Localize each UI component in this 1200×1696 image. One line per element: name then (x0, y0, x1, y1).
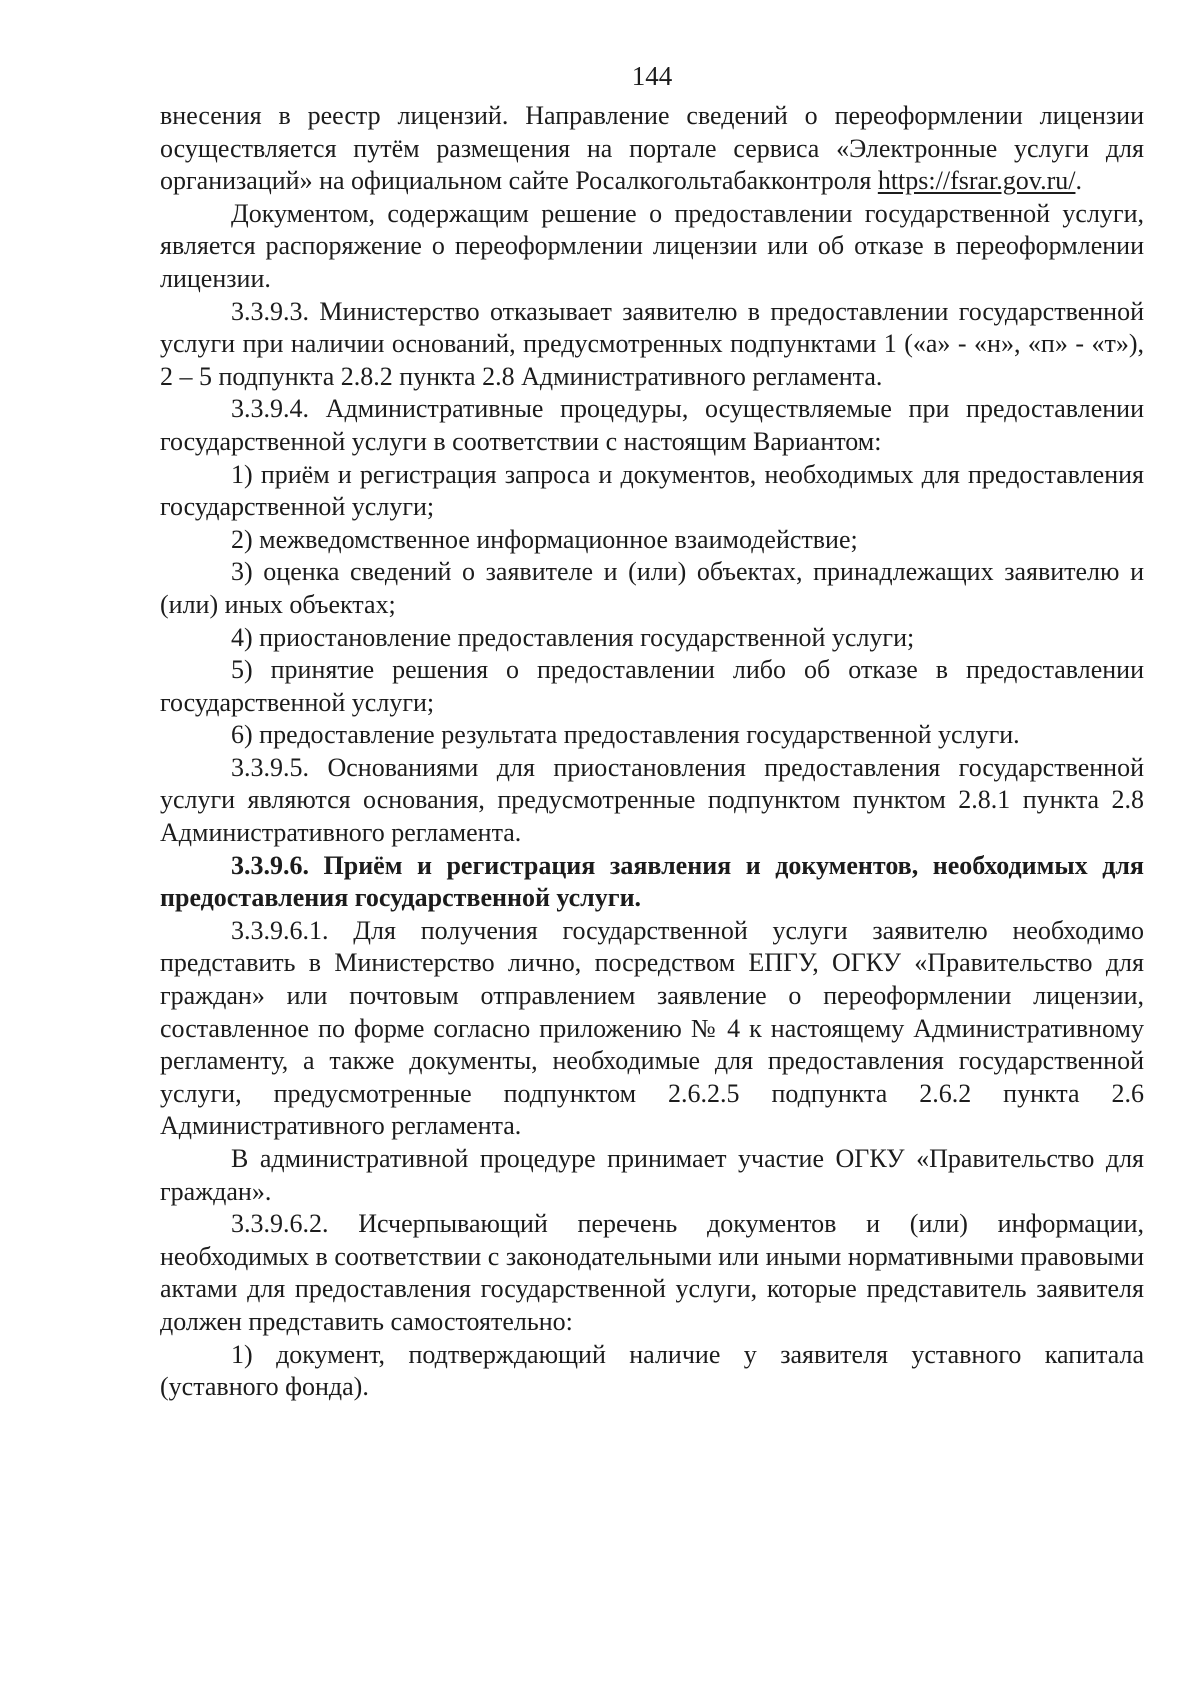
paragraph-3-3-9-6-1: 3.3.9.6.1. Для получения государственной услуги заявителю необходимо представить в Министерство лично, посредством ЕПГУ, ОГКУ «Правительство для граждан» или почтовым отправлением заявление о переоформлении лицензии, составленное по форме согласно приложению № 4 к настоящему Административному регламенту, а также документы, необходимые для предоставления государственной услуги, предусмотренные подпунктом 2.6.2.5 подпункта 2.6.2 пункта 2.6 Административного регламента. (160, 915, 1144, 1141)
paragraph-3-3-9-6-2: 3.3.9.6.2. Исчерпывающий перечень документов и (или) информации, необходимых в соответствии с законодательными или иными нормативными правовыми актами для предоставления государственной услуги, которые представитель заявителя должен представить самостоятельно: (160, 1209, 1144, 1336)
list-item-document: 1) документ, подтверждающий наличие у заявителя уставного капитала (уставного фонда). (160, 1339, 1144, 1402)
paragraph-license-register (160, 100, 1144, 198)
list-item-5: 5) принятие решения о предоставлении либо об отказе в предоставлении государственной услуги; (160, 655, 1144, 717)
list-item-3: 3) оценка сведений о заявителе и (или) объектах, принадлежащих заявителю и (или) иных объектах; (160, 557, 1144, 619)
paragraph-3-3-9-4: 3.3.9.4. Административные процедуры, осуществляемые при предоставлении государственной услуги в соответствии с настоящим Вариантом: (160, 394, 1144, 456)
list-item-6: 6) предоставление результата предоставления государственной услуги. (231, 720, 1020, 750)
paragraph-text: внесения в реестр лицензий. Направление сведений о переоформлении лицензии осуществляется путём размещения на портале сервиса «Электронные услуги для организаций» на официальном сайте Росалкогольтабакконтроля (160, 101, 1144, 196)
paragraph-text-tail: . (1075, 166, 1082, 196)
paragraph-decision-document: Документом, содержащим решение о предоставлении государственной услуги, является распоряжение о переоформлении лицензии или об отказе в переоформлении лицензии. (160, 198, 1144, 293)
paragraph-3-3-9-3: 3.3.9.3. Министерство отказывает заявителю в предоставлении государственной услуги при наличии оснований, предусмотренных подпунктами 1 («а» - «н», «п» - «т»), 2 – 5 подпункта 2.8.2 пункта 2.8 Административного регламента. (160, 296, 1144, 391)
list-item-1: 1) приём и регистрация запроса и документов, необходимых для предоставления государственной услуги; (160, 459, 1144, 522)
list-item-2: 2) межведомственное информационное взаимодействие; (231, 524, 858, 554)
paragraph-participation: В административной процедуре принимает участие ОГКУ «Правительство для граждан». (160, 1144, 1144, 1206)
paragraph-3-3-9-5: 3.3.9.5. Основаниями для приостановления предоставления государственной услуги являются основания, предусмотренные подпунктом пунктом 2.8.1 пункта 2.8 Административного регламента. (160, 752, 1144, 848)
page-number: 144 (631, 61, 673, 91)
fsrar-link[interactable]: https://fsrar.gov.ru/ (877, 166, 1076, 196)
document-page (160, 60, 1144, 1404)
section-heading-3-3-9-6: 3.3.9.6. Приём и регистрация заявления и документов, необходимых для предоставления государственной услуги. (160, 850, 1144, 913)
list-item-4: 4) приостановление предоставления государственной услуги; (231, 622, 915, 652)
